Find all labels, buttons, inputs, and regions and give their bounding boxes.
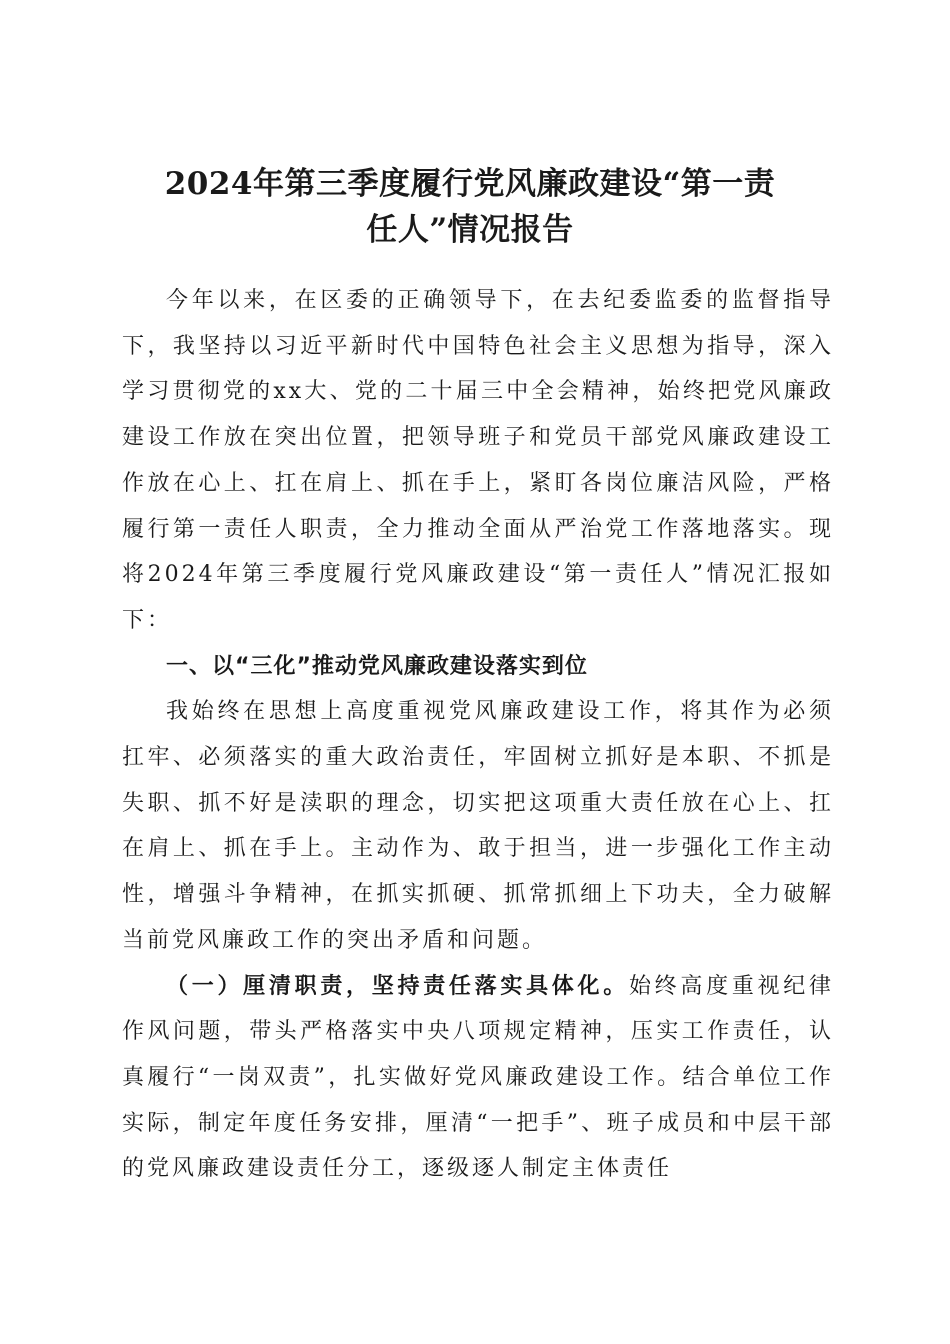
subsection-1-paragraph bbox=[122, 964, 834, 1193]
section-1-heading: 一、以“三化”推动党风廉政建设落实到位 bbox=[166, 653, 588, 679]
title-line-2: 任人”情况报告 bbox=[366, 211, 574, 248]
subsection-1-text: 始终高度重视纪律作风问题，带头严格落实中央八项规定精神，压实工作责任，认真履行“一岗双责”，扎实做好党风廉政建设工作。结合单位工作实际，制定年度任务安排，厘清“一把手”、班子成员和中层干部的党风廉政建设责任分工，逐级逐人制定主体责任 bbox=[122, 973, 834, 1182]
intro-paragraph: 今年以来，在区委的正确领导下，在去纪委监委的监督指导下，我坚持以习近平新时代中国特色社会主义思想为指导，深入学习贯彻党的xx大、党的二十届三中全会精神，始终把党风廉政建设工作放在突出位置，把领导班子和党员干部党风廉政建设工作放在心上、扛在肩上、抓在手上，紧盯各岗位廉洁风险，严格履行第一责任人职责，全力推动全面从严治党工作落地落实。现将2024年第三季度履行党风廉政建设“第一责任人”情况汇报如下： bbox=[122, 288, 834, 633]
document-title bbox=[100, 161, 840, 253]
title-line-1: 2024年第三季度履行党风廉政建设“第一责 bbox=[164, 165, 776, 202]
section-1-paragraph: 我始终在思想上高度重视党风廉政建设工作，将其作为必须扛牢、必须落实的重大政治责任，牢固树立抓好是本职、不抓是失职、抓不好是渎职的理念，切实把这项重大责任放在心上、扛在肩上、抓在手上。主动作为、敢于担当，进一步强化工作主动性，增强斗争精神，在抓实抓硬、抓常抓细上下功夫，全力破解当前党风廉政工作的突出矛盾和问题。 bbox=[122, 699, 834, 953]
subsection-1-lead: （一）厘清职责，坚持责任落实具体化。 bbox=[166, 973, 629, 999]
document-body bbox=[122, 278, 834, 1192]
